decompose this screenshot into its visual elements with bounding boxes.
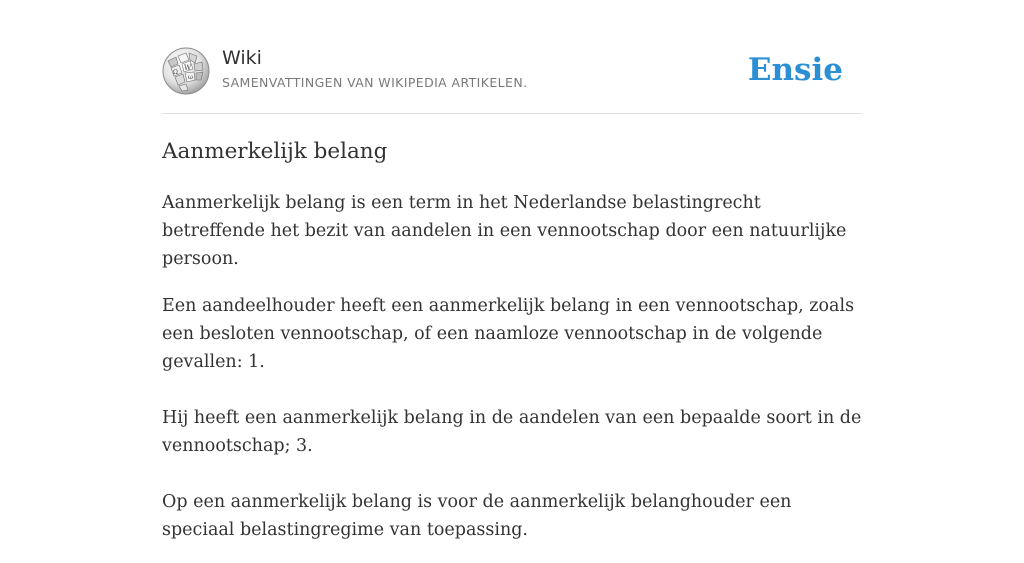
- page: [162, 0, 862, 540]
- svg-text:ω: ω: [188, 74, 193, 81]
- svg-text:Ω: Ω: [173, 69, 178, 76]
- article-paragraph: Een aandeelhouder heeft een aanmerkelijk belang in een vennootschap, zoals een besloten vennootschap, of een naamloze vennootschap in de volgende gevallen: 1.: [162, 296, 855, 372]
- site-header: [162, 44, 862, 100]
- svg-text:W: W: [184, 64, 192, 72]
- wikipedia-globe-icon[interactable]: [162, 47, 210, 95]
- site-name[interactable]: Wiki: [222, 47, 262, 69]
- article-body: [162, 189, 862, 563]
- header-divider: [162, 113, 862, 114]
- site-tagline: SAMENVATTINGEN VAN WIKIPEDIA ARTIKELEN.: [222, 75, 528, 90]
- article-title: Aanmerkelijk belang: [162, 139, 388, 164]
- article-paragraph: Aanmerkelijk belang is een term in het Nederlandse belastingrecht betreffende het bezit van aandelen in een vennootschap door een natuurlijke persoon.: [162, 193, 847, 269]
- article-paragraph: Hij heeft een aanmerkelijk belang in de aandelen van een bepaalde soort in de vennootschap; 3.: [162, 408, 862, 456]
- article-paragraph: Op een aanmerkelijk belang is voor de aanmerkelijk belanghouder een speciaal belastingregime van toepassing.: [162, 492, 792, 540]
- ensie-brand-link[interactable]: Ensie: [747, 52, 843, 88]
